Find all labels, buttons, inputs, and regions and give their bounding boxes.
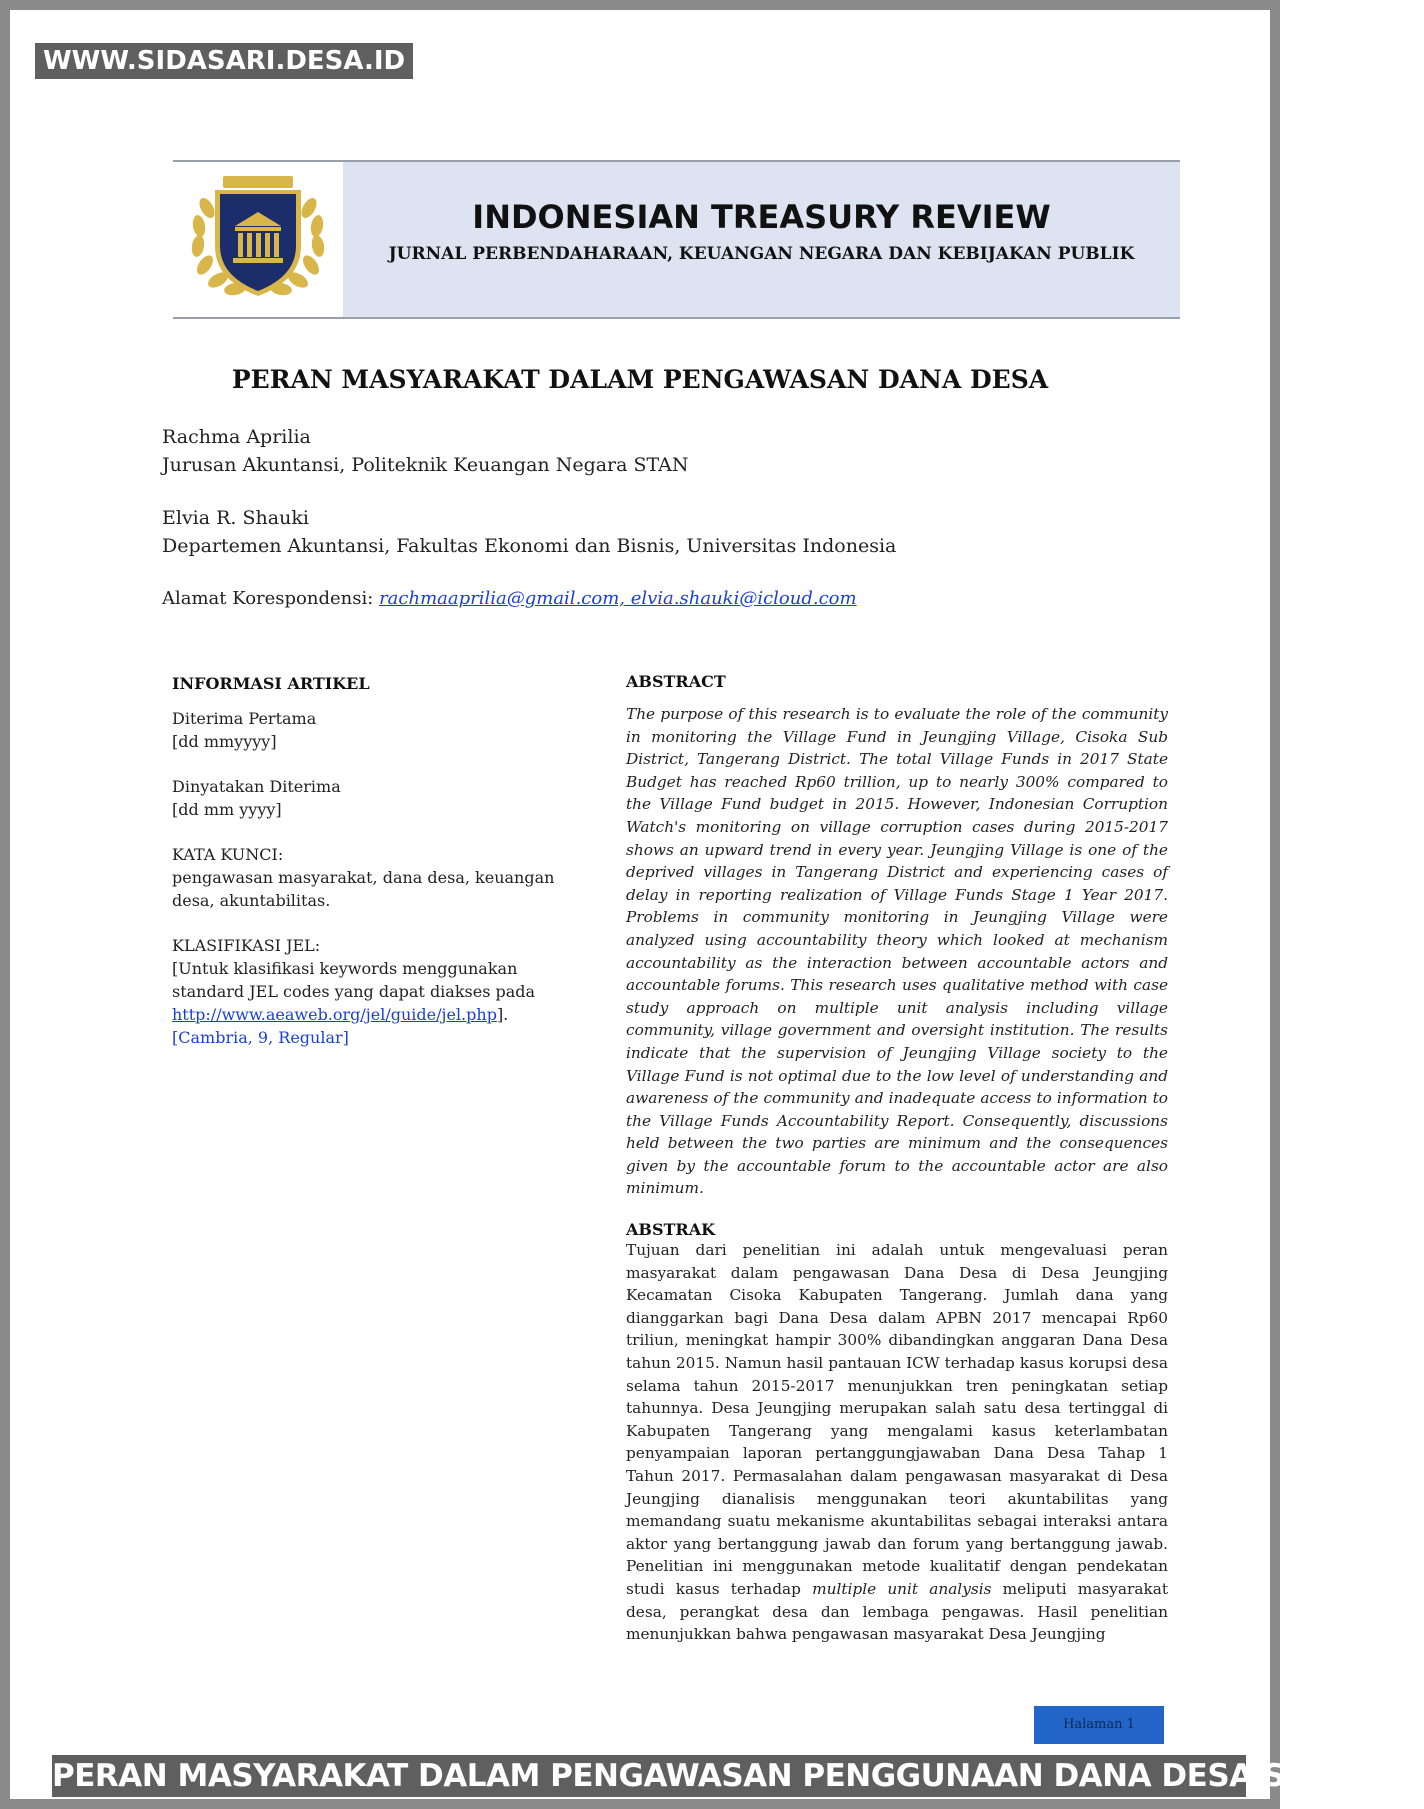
correspondence-email-link[interactable]: rachmaaprilia@gmail.com, elvia.shauki@icloud.com (379, 588, 857, 609)
correspondence (162, 588, 857, 609)
jel-text: [Untuk klasifikasi keywords menggunakan standard JEL codes yang dapat diakses pada (172, 959, 536, 1001)
author-1 (162, 423, 689, 479)
abstrak-text (626, 1239, 1168, 1646)
jel-label: KLASIFIKASI JEL: (172, 936, 321, 955)
author-affiliation: Departemen Akuntansi, Fakultas Ekonomi dan Bisnis, Universitas Indonesia (162, 535, 897, 557)
article-info-column (172, 672, 572, 1071)
keywords-label: KATA KUNCI: (172, 845, 284, 864)
received-info (172, 707, 572, 753)
article-info-heading: INFORMASI ARTIKEL (172, 674, 370, 693)
received-value: [dd mmyyyy] (172, 732, 277, 751)
page-number-badge: Halaman 1 (1034, 1706, 1164, 1744)
abstract-text: The purpose of this research is to evaluate the role of the community in monitoring the Village Fund in Jeungjing Village, Cisoka Sub District, Tangerang District. The total Village Funds in 2017 State Budget has reached Rp60 trillion, up to nearly 300% compared to the Village Fund budget in 2015. However, Indonesian Corruption Watch's monitoring on village corruption cases during 2015-2017 shows an upward trend in every year. Jeungjing Village is one of the deprived villages in Tangerang District and experiencing cases of delay in reporting realization of Village Funds Stage 1 Year 2017. Problems in community monitoring in Jeungjing Village were analyzed using accountability theory which looked at mechanism accountability as the interaction between accountable actors and accountable forums. This research uses qualitative method with case study approach on multiple unit analysis including village community, village government and oversight institution. The results indicate that the supervision of Jeungjing Village society to the Village Fund is not optimal due to the low level of understanding and awareness of the community and inadequate access to information to the Village Funds Accountability Report. Consequently, discussions held between the two parties are minimum and the consequences given by the accountable forum to the accountable actor are also minimum. (626, 705, 1168, 1198)
jel-info (172, 934, 572, 1049)
author-name: Elvia R. Shauki (162, 507, 309, 529)
abstrak-italic-phrase: multiple unit analysis (812, 1579, 992, 1598)
accepted-value: [dd mm yyyy] (172, 800, 282, 819)
keywords-info (172, 843, 572, 912)
received-label: Diterima Pertama (172, 709, 317, 728)
treasury-emblem-icon (185, 168, 331, 308)
jel-after-link: ]. (496, 1005, 509, 1024)
caption-banner: PERAN MASYARAKAT DALAM PENGAWASAN PENGGUNAAN DANA DESA SIDASARI (52, 1755, 1246, 1797)
accepted-info (172, 775, 572, 821)
keywords-value: pengawasan masyarakat, dana desa, keuangan desa, akuntabilitas. (172, 868, 555, 910)
journal-title: INDONESIAN TREASURY REVIEW (472, 198, 1051, 236)
abstrak-text-part-2: meliputi masyarakat desa, perangkat desa dan lembaga pengawas. Hasil penelitian menunjukkan bahwa pengawasan masyarakat Desa Jeungjing (626, 1579, 1168, 1644)
author-affiliation: Jurusan Akuntansi, Politeknik Keuangan Negara STAN (162, 454, 689, 476)
paper-title: PERAN MASYARAKAT DALAM PENGAWASAN DANA DESA (231, 365, 1049, 394)
author-2 (162, 504, 896, 560)
correspondence-label: Alamat Korespondensi: (162, 588, 374, 609)
journal-header (173, 160, 1180, 319)
accepted-label: Dinyatakan Diterima (172, 777, 341, 796)
author-name: Rachma Aprilia (162, 426, 311, 448)
jel-style-note: [Cambria, 9, Regular] (172, 1028, 349, 1047)
abstrak-heading: ABSTRAK (626, 1220, 716, 1240)
abstract-column (626, 672, 1168, 1646)
journal-title-band (343, 162, 1180, 317)
journal-subtitle: JURNAL PERBENDAHARAAN, KEUANGAN NEGARA DAN KEBIJAKAN PUBLIK (388, 244, 1135, 264)
site-watermark: WWW.SIDASARI.DESA.ID (35, 43, 413, 79)
abstract-heading: ABSTRACT (626, 672, 726, 691)
abstrak-text-part-1: Tujuan dari penelitian ini adalah untuk mengevaluasi peran masyarakat dalam pengawasan Dana Desa di Desa Jeungjing Kecamatan Cisoka Kabupaten Tangerang. Jumlah dana yang dianggarkan bagi Dana Desa dalam APBN 2017 mencapai Rp60 triliun, meningkat hampir 300% dibandingkan anggaran Dana Desa tahun 2015. Namun hasil pantauan ICW terhadap kasus korupsi desa selama tahun 2015-2017 menunjukkan tren peningkatan setiap tahunnya. Desa Jeungjing merupakan salah satu desa tertinggal di Kabupaten Tangerang yang mengalami kasus keterlambatan penyampaian laporan pertanggungjawaban Dana Desa Tahap 1 Tahun 2017. Permasalahan dalam pengawasan masyarakat di Desa Jeungjing dianalisis menggunakan teori akuntabilitas yang memandang suatu mekanisme akuntabilitas sebagai interaksi antara aktor yang bertanggung jawab dan forum yang bertanggung jawab. Penelitian ini menggunakan metode kualitatif dengan pendekatan studi kasus terhadap (626, 1241, 1168, 1598)
jel-guide-link[interactable]: http://www.aeaweb.org/jel/guide/jel.php (172, 1005, 497, 1024)
logo-cell (173, 162, 343, 317)
